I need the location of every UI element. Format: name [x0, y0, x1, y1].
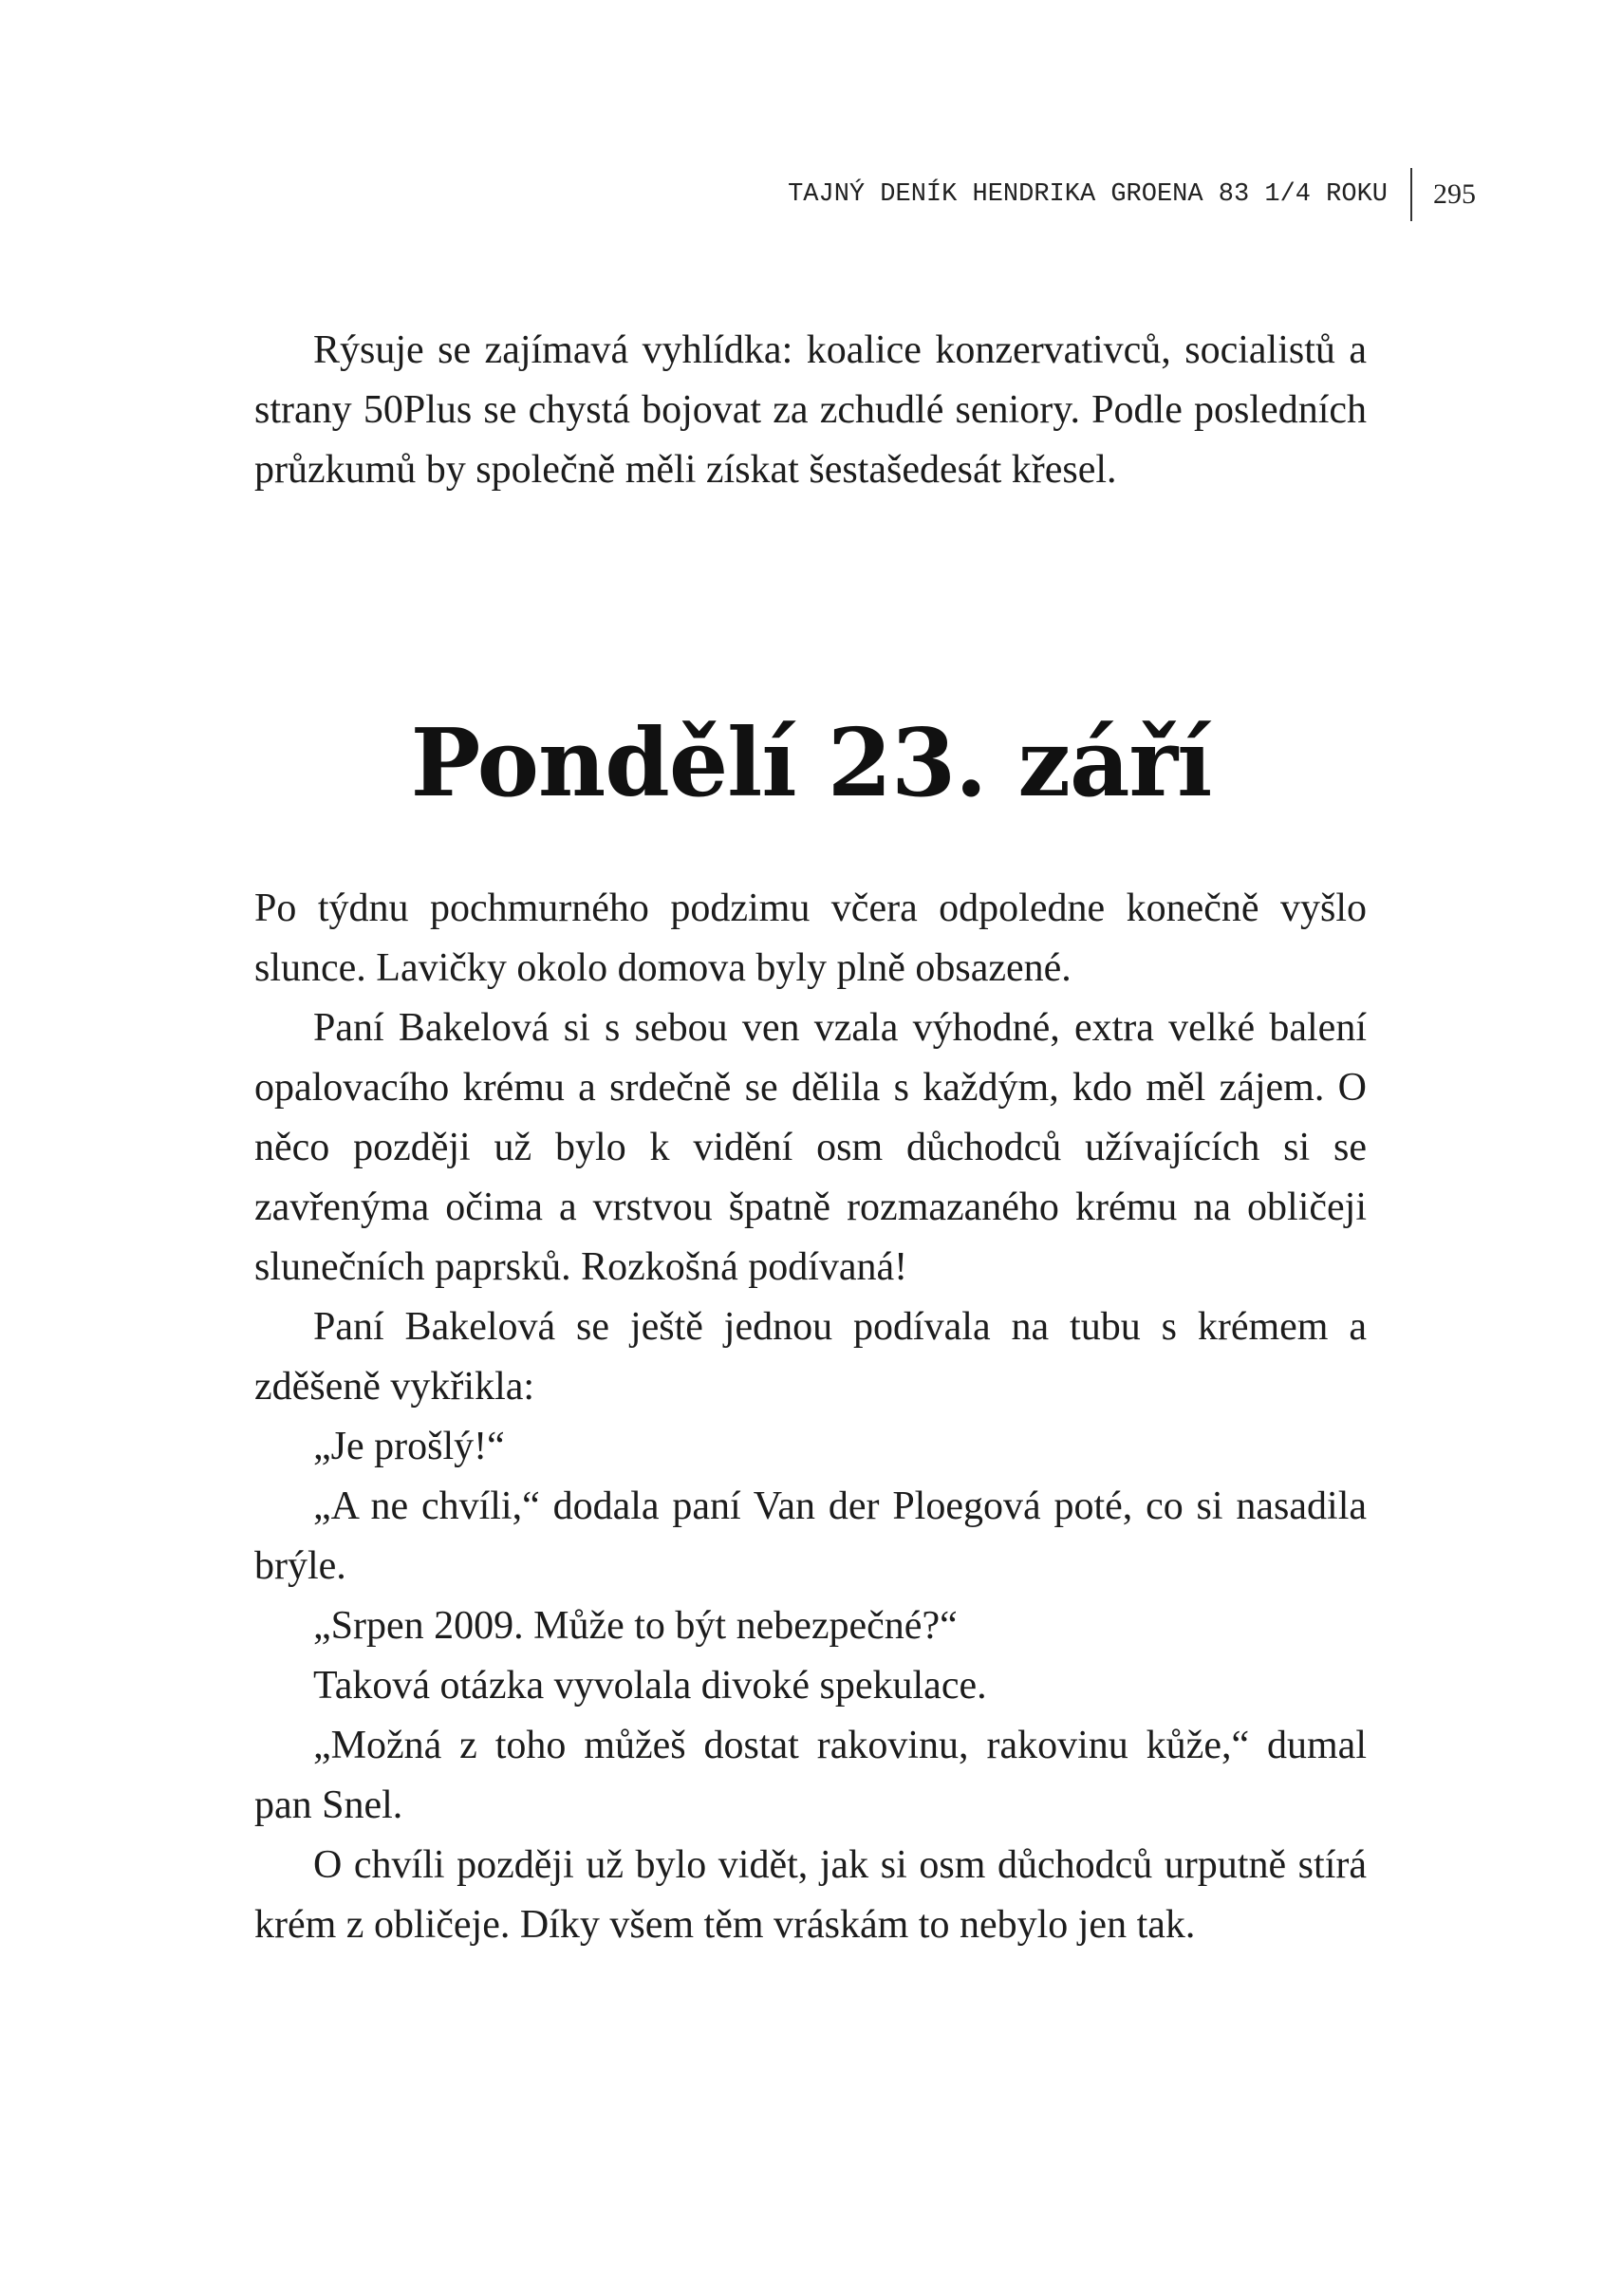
- paragraph: Taková otázka vyvolala divoké spekulace.: [313, 1664, 987, 1708]
- intro-text: [254, 321, 1367, 500]
- page-number: 295: [1433, 178, 1476, 210]
- chapter-title: Pondělí 23. září: [410, 709, 1212, 818]
- header-divider: [1410, 168, 1412, 221]
- paragraph: „Možná z toho můžeš dostat rakovinu, rakovinu kůže,“ dumal pan Snel.: [254, 1724, 1367, 1827]
- chapter-body: [254, 879, 1367, 1955]
- running-title: TAJNÝ DENÍK HENDRIKA GROENA 83 1/4 ROKU: [788, 180, 1388, 209]
- paragraph: O chvíli později už bylo vidět, jak si osm důchodců urputně stírá krém z obličeje. Díky všem těm vráskám to nebylo jen tak.: [254, 1843, 1367, 1947]
- paragraph: „A ne chvíli,“ dodala paní Van der Ploegová poté, co si nasadila brýle.: [254, 1484, 1367, 1588]
- paragraph: „Srpen 2009. Může to být nebezpečné?“: [313, 1604, 958, 1648]
- paragraph: „Je prošlý!“: [313, 1425, 505, 1468]
- intro-paragraph: Rýsuje se zajímavá vyhlídka: koalice konzervativců, socialistů a strany 50Plus se chystá bojovat za zchudlé seniory. Podle posledních průzkumů by společně měli získat šestašedesát křesel.: [254, 328, 1367, 492]
- paragraph: Po týdnu pochmurného podzimu včera odpoledne konečně vyšlo slunce. Lavičky okolo domova byly plně obsazené.: [254, 887, 1367, 990]
- paragraph: Paní Bakelová si s sebou ven vzala výhodné, extra velké balení opalovacího krému a srdečně se dělila s každým, kdo měl zájem. O něco později už bylo k vidění osm důchodců užívajících si se zavřenýma očima a vrstvou špatně rozmazaného krému na obličeji slunečních paprsků. Rozkošná podívaná!: [254, 1006, 1367, 1289]
- running-header: [788, 169, 1476, 220]
- paragraph: Paní Bakelová se ještě jednou podívala na tubu s krémem a zděšeně vykřikla:: [254, 1305, 1367, 1409]
